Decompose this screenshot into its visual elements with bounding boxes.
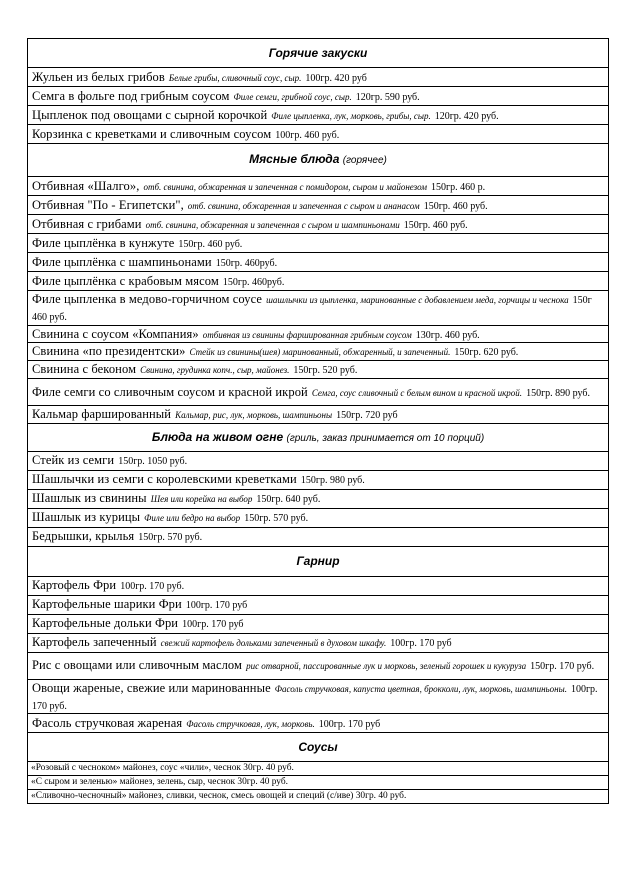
- menu-item-row: [28, 291, 609, 326]
- menu-item: [28, 595, 609, 614]
- menu-item-row: [28, 451, 609, 470]
- item-name: «Сливочно-чесночный»: [31, 790, 127, 801]
- item-desc: Белые грибы, сливочный соус, сыр.: [168, 72, 302, 83]
- item-desc: Филе или бедро на выбор: [144, 513, 241, 524]
- item-price: 30гр. 40 руб.: [243, 762, 294, 773]
- menu-item: [28, 762, 609, 776]
- menu-item: [28, 68, 609, 87]
- section-header: [28, 733, 609, 762]
- item-price: 150гр. 170 руб.: [530, 661, 595, 673]
- item-desc: Семга, соус сливочный с белым вином и красной икрой.: [311, 387, 523, 398]
- item-price: 100гр. 170 руб: [390, 638, 452, 650]
- item-desc: майонез, соус «чили», чеснок: [122, 762, 241, 773]
- item-price: 120гр. 590 руб.: [355, 91, 420, 103]
- item-desc: рис отварной, пассированные лук и морковь, зеленый горошек и кукуруза: [246, 661, 527, 672]
- menu-item: [28, 196, 609, 215]
- menu-item: [28, 378, 609, 405]
- section-header: [28, 423, 609, 451]
- menu-item: [28, 714, 609, 733]
- item-name: Отбивная "По - Египетски",: [32, 197, 184, 212]
- item-desc: Фасоль стручковая, капуста цветная, брокколи, лук, морковь, шампиньоны.: [274, 683, 567, 694]
- section-header-row: [28, 423, 609, 451]
- item-name: «С сыром и зеленью»: [31, 776, 118, 787]
- item-name: Жульен из белых грибов: [32, 69, 165, 84]
- item-price: 150гр. 570 руб.: [138, 532, 203, 544]
- menu-item: [28, 291, 609, 326]
- item-name: Картофельные шарики Фри: [32, 597, 182, 612]
- item-name: Отбивная с грибами: [32, 216, 142, 231]
- section-title: Горячие закуски: [268, 45, 368, 60]
- item-price: 150гр. 980 руб.: [300, 475, 365, 487]
- section-header-row: [28, 546, 609, 576]
- item-name: Фасоль стручковая жареная: [32, 715, 183, 730]
- menu-item-row: [28, 272, 609, 291]
- menu-item-row: [28, 762, 609, 776]
- section-header-row: [28, 144, 609, 177]
- item-price: 150гр. 620 руб.: [454, 347, 519, 359]
- menu-item-row: [28, 343, 609, 361]
- menu-item: [28, 405, 609, 423]
- item-desc: Филе семги, грибной соус, сыр.: [233, 91, 352, 102]
- item-desc: Свинина, грудинка копч., сыр, майонез.: [140, 365, 290, 376]
- item-price: 150гр. 720 руб: [336, 409, 398, 421]
- section-header-row: [28, 733, 609, 762]
- menu-item: [28, 576, 609, 595]
- menu-item: [28, 527, 609, 546]
- item-name: Цыпленок под овощами с сырной корочкой: [32, 107, 268, 122]
- item-name: Кальмар фаршированный: [32, 406, 172, 421]
- menu-item: [28, 106, 609, 125]
- menu-item-row: [28, 68, 609, 87]
- menu-item-row: [28, 652, 609, 679]
- section-header-row: [28, 39, 609, 68]
- section-note: (гриль, заказ принимается от 10 порций): [286, 432, 485, 444]
- menu-item-row: [28, 125, 609, 144]
- item-name: Филе цыплёнка с шампиньонами: [32, 254, 212, 269]
- item-desc: отбивная из свинины фаршированная грибным соусом: [202, 329, 412, 340]
- item-price: 150гр. 890 руб.: [526, 387, 590, 399]
- item-price: 30гр. 40 руб.: [237, 776, 288, 787]
- item-desc: майонез, сливки, чеснок, смесь овощей и специй (с/иве): [128, 790, 354, 801]
- menu-item-row: [28, 196, 609, 215]
- item-price: 150гр. 640 руб.: [256, 494, 321, 506]
- section-title: Мясные блюда: [249, 152, 340, 167]
- menu-item-row: [28, 234, 609, 253]
- item-name: Филе цыпленка в медово-горчичном соусе: [32, 292, 263, 306]
- item-name: «Розовый с чесноком»: [31, 762, 121, 773]
- menu-item: [28, 215, 609, 234]
- item-name: Филе семги со сливочным соусом и красной икрой: [32, 384, 308, 399]
- section-title: Соусы: [298, 740, 338, 755]
- item-price: 30гр. 40 руб.: [355, 790, 407, 801]
- item-name: Семга в фольге под грибным соусом: [32, 88, 230, 103]
- section-header: [28, 144, 609, 177]
- item-name: Отбивная «Шалго»,: [32, 178, 140, 193]
- item-price: 150гр. 460 руб.: [178, 238, 243, 250]
- menu-item-row: [28, 177, 609, 196]
- menu-item: [28, 470, 609, 489]
- menu-item: [28, 679, 609, 714]
- item-price: 130гр. 460 руб.: [415, 329, 480, 341]
- menu-item-row: [28, 527, 609, 546]
- item-price: 150гр. 1050 руб.: [118, 456, 188, 468]
- item-name: Овощи жареные, свежие или маринованные: [32, 680, 271, 695]
- item-desc: отб. свинина, обжаренная и запеченная с помидором, сыром и майонезом: [143, 181, 427, 192]
- menu-item-row: [28, 378, 609, 405]
- item-desc: шашлычки из цыпленка, маринованные с добавлением меда, горчицы и чеснока: [266, 295, 569, 305]
- menu-table: [27, 38, 609, 804]
- menu-item-row: [28, 87, 609, 106]
- menu-item-row: [28, 325, 609, 343]
- item-name: Бедрышки, крылья: [32, 529, 135, 544]
- menu-item: [28, 253, 609, 272]
- item-desc: Фасоль стручковая, лук, морковь.: [186, 718, 315, 729]
- item-name: Шашлык из свинины: [32, 491, 147, 506]
- menu-item-row: [28, 614, 609, 633]
- item-desc: отб. свинина, обжаренная и запеченная с сыром и ананасом: [187, 200, 420, 211]
- section-header: [28, 546, 609, 576]
- item-price: 150гр. 460руб.: [222, 276, 285, 288]
- menu-item: [28, 177, 609, 196]
- item-desc: свежий картофель дольками запеченный в духовом шкафу.: [160, 638, 387, 649]
- item-price: 100гр. 170 руб: [185, 600, 248, 612]
- menu-item: [28, 343, 609, 361]
- item-name: Шашлычки из семги с королевскими креветками: [32, 472, 297, 487]
- item-name: Стейк из семги: [32, 453, 115, 468]
- menu-item-row: [28, 508, 609, 527]
- item-price: 100гр. 460 руб.: [275, 129, 340, 141]
- item-desc: отб. свинина, обжаренная и запеченная с сыром и шампиньонами: [145, 219, 400, 230]
- menu-item: [28, 361, 609, 379]
- item-price: 150гр. 460 руб.: [423, 200, 488, 212]
- menu-item: [28, 776, 609, 790]
- item-name: Рис с овощами или сливочным маслом: [32, 658, 243, 673]
- item-name: Свинина с беконом: [32, 362, 137, 377]
- item-name: Филе цыплёнка в кунжуте: [32, 235, 175, 250]
- item-name: Шашлык из курицы: [32, 510, 141, 525]
- item-price: 150г 460 руб.: [32, 295, 592, 323]
- menu-item: [28, 451, 609, 470]
- menu-item-row: [28, 776, 609, 790]
- menu-item-row: [28, 253, 609, 272]
- menu-item-row: [28, 215, 609, 234]
- item-desc: Шея или корейка на выбор: [150, 494, 253, 505]
- item-name: Картофель Фри: [32, 578, 117, 593]
- item-price: 150гр. 460 р.: [430, 181, 486, 193]
- item-price: 120гр. 420 руб.: [434, 110, 499, 122]
- item-price: 150гр. 460руб.: [215, 257, 278, 269]
- menu-item: [28, 87, 609, 106]
- menu-item: [28, 652, 609, 679]
- item-name: Картофельные дольки Фри: [32, 616, 179, 631]
- menu-item-row: [28, 361, 609, 379]
- item-price: 150гр. 520 руб.: [293, 365, 358, 377]
- menu-item-row: [28, 470, 609, 489]
- item-name: Филе цыплёнка с крабовым мясом: [32, 273, 219, 288]
- item-price: 100гр. 170 руб: [182, 619, 244, 631]
- menu-item: [28, 508, 609, 527]
- section-header: [28, 39, 609, 68]
- item-price: 150гр. 460 руб.: [403, 219, 468, 231]
- item-desc: Стейк из свинины(шея) маринованный, обжаренный, и запеченный.: [189, 347, 451, 358]
- item-name: Корзинка с креветками и сливочным соусом: [32, 126, 272, 141]
- item-price: 100гр. 170 руб.: [120, 581, 185, 593]
- item-price: 100гр. 170 руб.: [32, 683, 598, 712]
- menu-item-row: [28, 405, 609, 423]
- menu-item: [28, 633, 609, 652]
- menu-item-row: [28, 489, 609, 508]
- menu-item-row: [28, 595, 609, 614]
- item-desc: майонез, зелень, сыр, чеснок: [119, 776, 236, 787]
- item-name: Свинина «по президентски»: [32, 344, 186, 359]
- menu-item: [28, 125, 609, 144]
- item-desc: Филе цыпленка, лук, морковь, грибы, сыр.: [271, 110, 431, 121]
- item-price: 150гр. 570 руб.: [244, 513, 309, 525]
- item-name: Свинина с соусом «Компания»: [32, 326, 199, 341]
- section-note: (горячее): [342, 155, 387, 167]
- menu-item: [28, 790, 609, 804]
- menu-item: [28, 234, 609, 253]
- menu-item-row: [28, 633, 609, 652]
- item-name: Картофель запеченный: [32, 635, 157, 650]
- menu-item: [28, 325, 609, 343]
- menu-item-row: [28, 576, 609, 595]
- menu-item: [28, 272, 609, 291]
- menu-item-row: [28, 790, 609, 804]
- item-price: 100гр. 170 руб: [318, 718, 381, 730]
- menu-item: [28, 489, 609, 508]
- item-price: 100гр. 420 руб: [305, 72, 367, 84]
- section-title: Блюда на живом огне: [151, 429, 284, 444]
- menu-item: [28, 614, 609, 633]
- menu-item-row: [28, 714, 609, 733]
- menu-item-row: [28, 679, 609, 714]
- item-desc: Кальмар, рис, лук, морковь, шампиньоны: [175, 409, 333, 420]
- menu-item-row: [28, 106, 609, 125]
- section-title: Гарнир: [296, 553, 340, 568]
